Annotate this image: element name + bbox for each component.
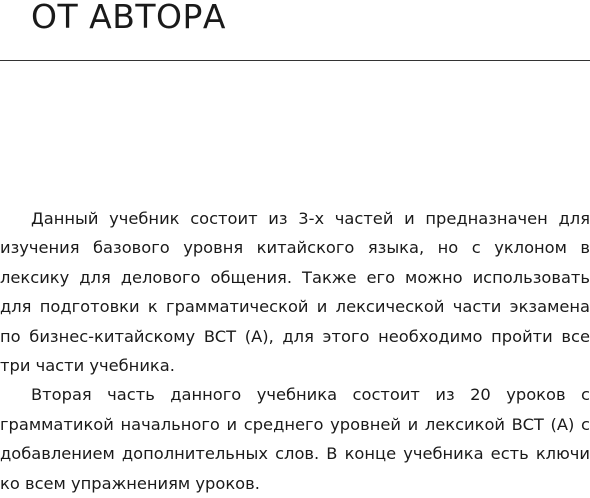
page-title: ОТ АВТОРА <box>31 0 226 36</box>
title-divider <box>0 60 590 61</box>
paragraph-part-two: Вторая часть данного учебника состоит из 20 уроков с грамматикой начального и среднего уровней и лексикой BCT (A) с добавлением дополнительных слов. В конце учебника есть ключи ко всем упражнениям уроков. <box>0 385 590 493</box>
paragraph-intro: Данный учебник состоит из 3-х частей и предназначен для изучения базового уровня китайского языка, но с уклоном в лексику для делового общения. Также его можно использовать для подготовки к грамматической и лексической части экзамена по бизнес-китайскому BCT (A), для этого необходимо пройти все три части учебника. <box>0 209 590 376</box>
body-text <box>0 204 590 498</box>
